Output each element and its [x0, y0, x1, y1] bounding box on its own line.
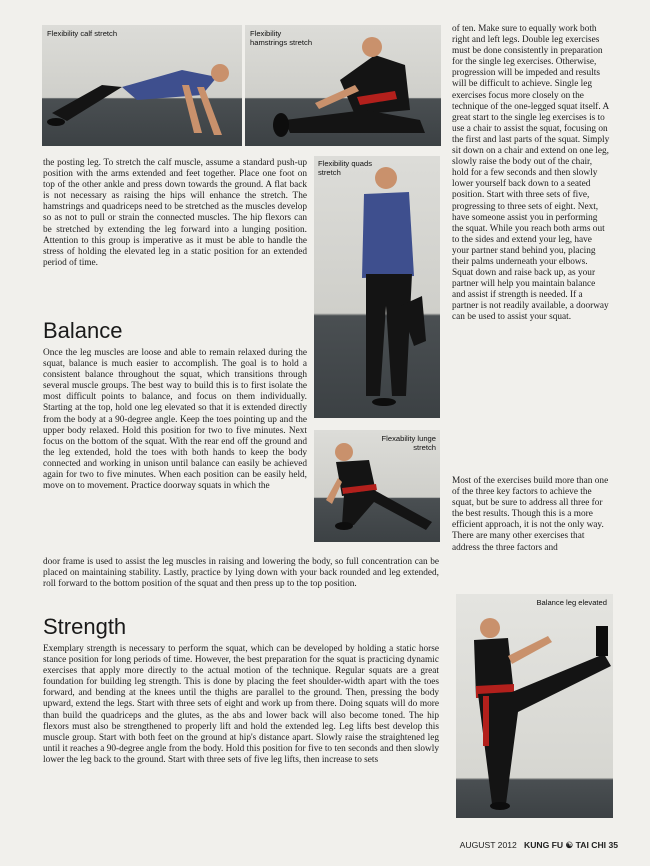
intro-paragraph — [43, 158, 307, 269]
right-column-text-1: of ten. Make sure to equally work both right and left legs. Double leg exercises must be done consistently in preparation for the single leg exercises. Otherwise, progression will be impeded and results will be difficult to achieve. Single leg exercises focus more closely on the technique of the one-legged squat itself. A great start to the single leg exercises is to use a chair to assist the squat, focusing on the first and last parts of the squat. Simply sit down on a chair and extend on one leg, slowly raise the body out of the chair, hold for a few seconds and then slowly lower yourself back down to a seated position. Start with three sets of five, progressing to three sets of eight. Next, have someone assist you in performing the squat. While you reach both arms out to the sides and extend your leg, have your partner stand behind you, placing their palms underneath your elbows. Squat down and raise back up, as your partner will help you maintain balance and assist if strength is needed. If a partner is not readily available, a doorway can be used to assist your squat. — [452, 24, 610, 323]
balance-paragraph-continued — [43, 557, 439, 590]
footer-date: AUGUST 2012 — [459, 840, 517, 850]
right-column-paragraph-1 — [452, 24, 610, 324]
photo-calf-stretch — [42, 25, 242, 146]
page-footer — [460, 840, 618, 851]
balance-text-wide: door frame is used to assist the leg muscles in raising and lowering the body, so full concentration can be placed on maintaining stability. Lastly, practice by lying down with your back rounded and leg extended, roll forward to the bottom position of the squat and then press up to the top position. — [43, 557, 439, 590]
photo-lunge-stretch — [314, 430, 440, 542]
balance-leg-figure — [456, 594, 613, 818]
footer-page-number: 35 — [608, 840, 618, 850]
caption-balance-leg-elevated: Balance leg elevated — [536, 598, 607, 607]
calf-stretch-figure — [42, 25, 242, 146]
photo-quads-stretch — [314, 156, 440, 418]
heading-strength: Strength — [43, 614, 127, 639]
caption-quads-stretch: Flexibility quads stretch — [318, 159, 373, 177]
photo-hamstrings-stretch — [245, 25, 441, 146]
lunge-stretch-figure — [314, 430, 440, 542]
yin-yang-icon: ☯ — [565, 840, 574, 850]
right-column-paragraph-2 — [452, 476, 610, 554]
hamstrings-stretch-figure — [245, 25, 441, 146]
quads-stretch-figure — [314, 156, 440, 418]
footer-magazine-2: TAI CHI — [575, 840, 607, 850]
footer-magazine: KUNG FU — [523, 840, 564, 850]
heading-balance: Balance — [43, 318, 123, 343]
caption-lunge-stretch: Flexability lunge stretch — [381, 434, 436, 452]
caption-hamstrings-stretch: Flexibility hamstrings stretch — [250, 29, 313, 47]
photo-balance-leg-elevated — [456, 594, 613, 818]
strength-text: Exemplary strength is necessary to perform the squat, which can be developed by holding a static horse stance position for long periods of time. However, the best preparation for the squat is practicing dynamic exercises that apply more directly to the actual motion of the technique. Regular squats are a great foundation for building leg strength. This is done by placing the feet shoulder-width apart with the toes forward, and bending at the knees until the thighs are parallel to the ground. Then, pressing the body upward, extend the legs. Start with three sets of eight and work up from there. Doing squats will do more than build the quadriceps and the glutes, as the abs and lower back will also become toned. The hip flexors must also be strengthened to properly lift and hold the extended leg. Leg lifts best develop this muscle group. Start with both feet on the ground at hip's distance apart. Slowly raise the straightened leg until it reaches a 90-degree angle from the body. Hold this position for five to ten seconds and then slowly lower the leg back to the ground. Start with three sets of five leg lifts, then increase to sets — [43, 644, 439, 765]
caption-calf-stretch: Flexibility calf stretch — [47, 29, 118, 38]
balance-paragraph — [43, 348, 307, 492]
balance-text: Once the leg muscles are loose and able to remain relaxed during the squat, balance is much easier to accomplish. The goal is to hold a consistent balance throughout the squat, which transitions through several muscle groups. The best way to build this is to first isolate the most difficult points to balance, and focus on them individually. Starting at the top, hold one leg elevated so that it is extended directly from the body at a 90-degree angle. Keep the toes pointing up and the upper body relaxed. Hold this position for two to five minutes. Next focus on the bottom of the squat. With the rear end off the ground and the leg extended, hold the toes with both hands to keep the body connected and working in unison until balance can easily be achieved again for two to five minutes. When each position can be easily held, move on to movement. Practice doorway squats in which the — [43, 348, 307, 492]
intro-text: the posting leg. To stretch the calf muscle, assume a standard push-up position with the arms extended and feet together. Place one foot on top of the other ankle and press down towards the ground. A flat back is not necessary as raising the hips will enhance the stretch. The hamstrings and quadriceps need to be stretched as the muscles develop so as not to pull or strain the connected muscles. The hip flexors can be stretched by extending the leg forward into a lunging position. Attention to this group is imperative as it must be able to handle the stress of holding the elevated leg in a static position for an extended period of time. — [43, 158, 307, 268]
right-column-text-2: Most of the exercises build more than one of the three key factors to achieve the squat, but be sure to address all three for the best results. Though this is a more efficient approach, it is not the only way. There are many other exercises that address the three factors and — [452, 476, 609, 553]
strength-paragraph — [43, 644, 439, 766]
